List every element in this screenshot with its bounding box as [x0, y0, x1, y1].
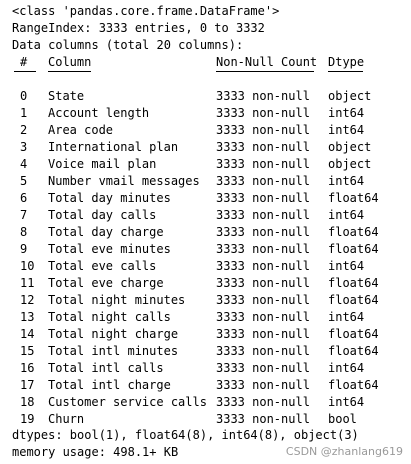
row-column-name: Total day minutes [48, 191, 171, 205]
row-column-name: International plan [48, 140, 179, 154]
table-row [0, 88, 411, 105]
row-dtype: float64 [328, 242, 379, 256]
table-row [0, 394, 411, 411]
table-row [0, 309, 411, 326]
row-column-name: Total intl charge [48, 378, 171, 392]
separator-num [14, 71, 36, 72]
row-num: 18 [20, 395, 35, 409]
row-non-null-count: 3333 non-null [216, 378, 310, 392]
row-dtype: object [328, 157, 372, 171]
table-row [0, 122, 411, 139]
row-num: 9 [20, 242, 28, 256]
table-row [0, 241, 411, 258]
row-non-null-count: 3333 non-null [216, 293, 310, 307]
data-columns-line: Data columns (total 20 columns): [12, 38, 244, 52]
row-dtype: float64 [328, 293, 379, 307]
row-num: 16 [20, 361, 35, 375]
memory-usage-line: memory usage: 498.1+ KB [12, 445, 179, 459]
row-num: 12 [20, 293, 35, 307]
row-column-name: Total intl minutes [48, 344, 179, 358]
row-column-name: Number vmail messages [48, 174, 200, 188]
row-num: 13 [20, 310, 35, 324]
row-dtype: int64 [328, 310, 365, 324]
row-non-null-count: 3333 non-null [216, 157, 310, 171]
range-index-line: RangeIndex: 3333 entries, 0 to 3332 [12, 21, 265, 35]
row-num: 4 [20, 157, 28, 171]
row-num: 0 [20, 89, 28, 103]
row-num: 19 [20, 412, 35, 426]
row-non-null-count: 3333 non-null [216, 89, 310, 103]
row-non-null-count: 3333 non-null [216, 310, 310, 324]
row-num: 15 [20, 344, 35, 358]
row-num: 7 [20, 208, 28, 222]
row-num: 17 [20, 378, 35, 392]
table-row [0, 224, 411, 241]
row-num: 8 [20, 225, 28, 239]
row-dtype: object [328, 89, 372, 103]
row-dtype: bool [328, 412, 357, 426]
row-non-null-count: 3333 non-null [216, 140, 310, 154]
row-dtype: float64 [328, 225, 379, 239]
table-row [0, 190, 411, 207]
table-row [0, 207, 411, 224]
row-non-null-count: 3333 non-null [216, 395, 310, 409]
row-non-null-count: 3333 non-null [216, 225, 310, 239]
row-column-name: Churn [48, 412, 85, 426]
table-row [0, 173, 411, 190]
table-row [0, 377, 411, 394]
row-dtype: int64 [328, 123, 365, 137]
row-dtype: int64 [328, 174, 365, 188]
row-column-name: Total day calls [48, 208, 157, 222]
row-non-null-count: 3333 non-null [216, 412, 310, 426]
row-column-name: Total day charge [48, 225, 164, 239]
table-row [0, 292, 411, 309]
row-non-null-count: 3333 non-null [216, 106, 310, 120]
row-num: 2 [20, 123, 28, 137]
row-non-null-count: 3333 non-null [216, 276, 310, 290]
class-line: <class 'pandas.core.frame.DataFrame'> [12, 4, 280, 18]
header-dtype: Dtype [328, 55, 365, 69]
header-non-null-count: Non-Null Count [216, 55, 318, 69]
row-non-null-count: 3333 non-null [216, 174, 310, 188]
row-dtype: int64 [328, 395, 365, 409]
dtypes-line: dtypes: bool(1), float64(8), int64(8), object(3) [12, 428, 359, 442]
row-dtype: float64 [328, 327, 379, 341]
row-non-null-count: 3333 non-null [216, 123, 310, 137]
row-dtype: float64 [328, 276, 379, 290]
table-row [0, 139, 411, 156]
row-non-null-count: 3333 non-null [216, 208, 310, 222]
row-num: 3 [20, 140, 28, 154]
row-num: 14 [20, 327, 35, 341]
table-row [0, 360, 411, 377]
table-row [0, 156, 411, 173]
row-num: 5 [20, 174, 28, 188]
row-column-name: State [48, 89, 85, 103]
row-dtype: float64 [328, 378, 379, 392]
row-num: 11 [20, 276, 35, 290]
row-column-name: Total intl calls [48, 361, 164, 375]
table-row [0, 411, 411, 428]
row-dtype: int64 [328, 106, 365, 120]
separator-non-null [216, 71, 314, 72]
row-column-name: Total eve minutes [48, 242, 171, 256]
row-dtype: float64 [328, 344, 379, 358]
row-column-name: Total eve charge [48, 276, 164, 290]
row-dtype: int64 [328, 208, 365, 222]
row-column-name: Area code [48, 123, 114, 137]
row-column-name: Total night calls [48, 310, 171, 324]
row-num: 10 [20, 259, 35, 273]
row-column-name: Account length [48, 106, 150, 120]
separator-dtype [328, 71, 363, 72]
header-num: # [20, 55, 28, 69]
row-non-null-count: 3333 non-null [216, 242, 310, 256]
row-column-name: Total eve calls [48, 259, 157, 273]
row-dtype: object [328, 140, 372, 154]
row-column-name: Customer service calls [48, 395, 207, 409]
table-row [0, 275, 411, 292]
row-column-name: Total night minutes [48, 293, 186, 307]
row-non-null-count: 3333 non-null [216, 361, 310, 375]
row-non-null-count: 3333 non-null [216, 327, 310, 341]
row-dtype: int64 [328, 259, 365, 273]
table-row [0, 326, 411, 343]
row-dtype: float64 [328, 191, 379, 205]
table-row [0, 343, 411, 360]
table-header-separator [0, 67, 411, 75]
row-dtype: int64 [328, 361, 365, 375]
table-row [0, 105, 411, 122]
row-non-null-count: 3333 non-null [216, 259, 310, 273]
table-row [0, 258, 411, 275]
row-non-null-count: 3333 non-null [216, 191, 310, 205]
row-column-name: Total night charge [48, 327, 179, 341]
row-non-null-count: 3333 non-null [216, 344, 310, 358]
separator-column [48, 71, 91, 72]
row-column-name: Voice mail plan [48, 157, 157, 171]
row-num: 6 [20, 191, 28, 205]
row-num: 1 [20, 106, 28, 120]
header-column: Column [48, 55, 92, 69]
watermark: CSDN @zhanlang619 [285, 445, 403, 458]
